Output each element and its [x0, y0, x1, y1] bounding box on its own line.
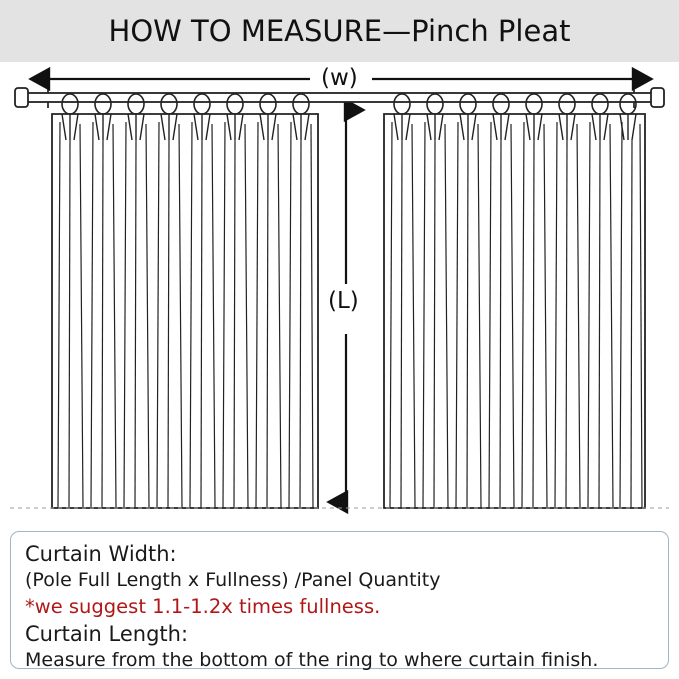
title-bar [0, 0, 679, 62]
diagram-area [0, 62, 679, 527]
length-dimension-label: (L) [323, 289, 364, 314]
curtain-width-formula: (Pole Full Length x Fullness) /Panel Quantity [25, 569, 441, 592]
width-dimension-label: (w) [316, 66, 363, 91]
curtain-panel-right [384, 114, 645, 508]
page-title: HOW TO MEASURE—Pinch Pleat [108, 14, 571, 48]
curtain-length-detail: Measure from the bottom of the ring to where curtain finish. [25, 648, 599, 671]
curtain-panel-left [52, 114, 318, 508]
fullness-suggestion-note: *we suggest 1.1-1.2x times fullness. [25, 594, 381, 618]
measurement-info-card [10, 531, 669, 669]
curtain-width-heading: Curtain Width: [25, 542, 177, 566]
curtain-length-heading: Curtain Length: [25, 621, 189, 646]
